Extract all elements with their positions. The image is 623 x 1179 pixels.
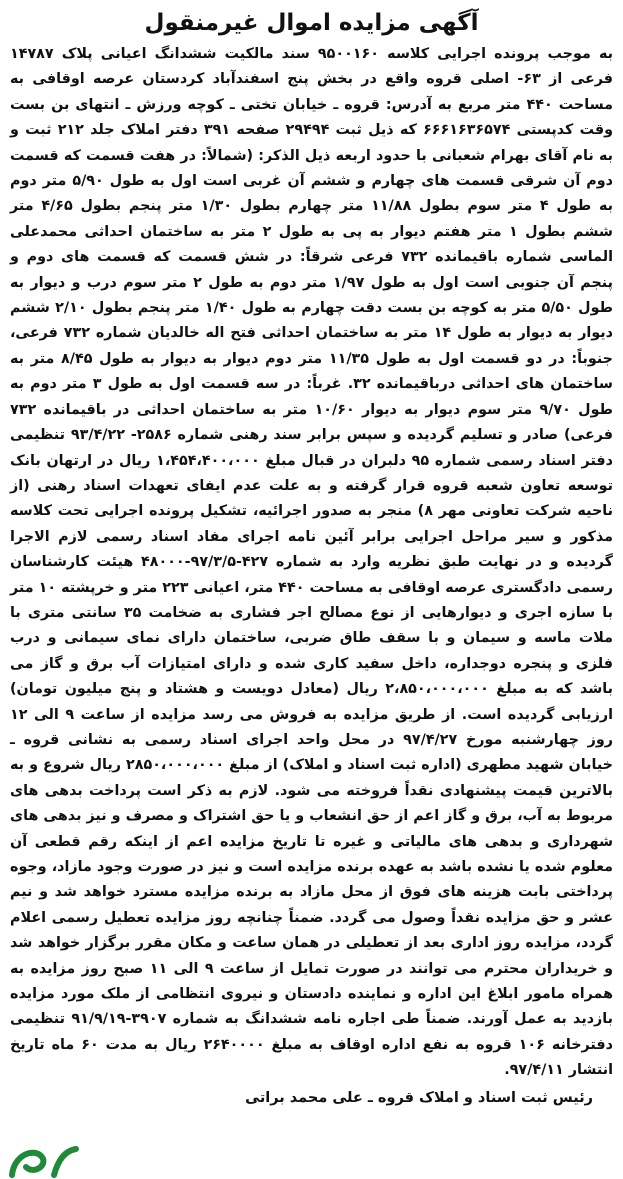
notice-title: آگهی مزایده اموال غیرمنقول (144, 10, 479, 36)
green-stamp-icon (4, 1135, 84, 1179)
notice-body: به موجب پرونده اجرایی کلاسه ۹۵۰۰۱۶۰ سند مالکیت ششدانگ اعیانی پلاک ۱۴۷۸۷ فرعی از ۶۳- اصلی قروه واقع در بخش پنج اسفندآباد کردستان عرصه اوقافی به مساحت ۴۴۰ متر مربع به آدرس: قروه ـ خیابان تختی ـ کوچه ورزش ـ انتهای بن بست وقت کدپستی ۶۶۶۱۶۳۶۵۷۴ که ذیل ثبت ۲۹۴۹۴ صفحه ۳۹۱ دفتر املاک جلد ۲۱۲ ثبت و به نام آقای بهرام شعبانی با حدود اربعه ذیل الذکر: (شمالاً: در هفت قسمت که قسمت دوم آن شرقی قسمت های چهارم و ششم آن غربی است اول به طول ۵/۹۰ متر دوم به طول ۴ متر سوم بطول ۱۱/۸۸ متر چهارم بطول ۱/۳۰ متر پنجم بطول ۴/۶۵ متر ششم بطول ۱ متر هفتم دیوار به پی به طول ۲ متر به ساختمان احداثی محمدعلی الماسی شماره باقیمانده ۷۳۲ فرعی شرقاً: در شش قسمت که قسمت های دوم و پنجم آن جنوبی است اول به طول ۱/۹۷ متر دوم به طول ۲ متر سوم درب و دیوار به طول ۵/۵۰ متر به کوچه بن بست دقت چهارم به طول ۱/۴۰ متر پنجم بطول ۲/۱۰ ششم دیوار به دیوار به طول ۱۴ متر به ساختمان احداثی فتح اله خالدیان شماره ۷۳۲ فرعی، جنوباً: در دو قسمت اول به طول ۱۱/۳۵ متر دوم دیوار به دیوار به طول ۸/۴۵ متر به ساختمان های احداثی درباقیمانده ۳۲. غرباً: در سه قسمت اول به طول ۳ متر دوم به طول ۹/۷۰ متر سوم دیوار به دیوار ۱۰/۶۰ متر به ساختمان احداثی در باقیمانده ۷۳۲ فرعی) صادر و تسلیم گردیده و سپس برابر سند رهنی شماره ۲۵۸۶- ۹۳/۴/۲۲ تنظیمی دفتر اسناد رسمی شماره ۹۵ دلبران در قبال مبلغ ۱،۴۵۴،۴۰۰،۰۰۰ ریال در ارتهان بانک توسعه تعاون شعبه قروه قرار گرفته و به علت عدم ایفای تعهدات اسناد رهنی (از ناحیه شرکت تعاونی مهر ۸) منجر به صدور اجرائیه، تشکیل پرونده اجرایی تحت کلاسه مذکور و سیر مراحل اجرایی برابر آئین نامه اجرای مفاد اسناد رسمی لازم الاجرا گردیده و در نهایت طبق نظریه وارد به شماره ۴۲۷-۹۷/۳/۵-۴۸۰۰۰ هیئت کارشناسان رسمی دادگستری عرصه اوقافی به مساحت ۴۴۰ متر، اعیانی ۲۲۳ متر و خرپشته ۱۰ متر با سازه اجری و دیوارهایی از نوع مصالح اجر فشاری به ضخامت ۳۵ سانتی متری با ملات ماسه و سیمان و با سقف طاق ضربی، ساختمان دارای نمای سیمانی و درب فلزی و پنجره دوجداره، داخل سفید کاری شده و دارای امتیازات آب برق و گاز می باشد که به مبلغ ۲،۸۵۰،۰۰۰،۰۰۰ ریال (معادل دویست و هشتاد و پنج میلیون تومان) ارزیابی گردیده است. از طریق مزایده به فروش می رسد مزایده از ساعت ۹ الی ۱۲ روز چهارشنبه مورخ ۹۷/۴/۲۷ در محل واحد اجرای اسناد رسمی به نشانی قروه ـ خیابان شهید مطهری (اداره ثبت اسناد و املاک) از مبلغ ۲۸۵۰،۰۰۰،۰۰۰ ریال شروع و به بالاترین قیمت پیشنهادی نقداً فروخته می شود. لازم به ذکر است پرداخت بدهی های مربوط به آب، برق و گاز اعم از حق انشعاب و یا حق اشتراک و مصرف و نیز بدهی های شهرداری و بدهی های مالیاتی و غیره تا تاریخ مزایده اعم از اینکه رقم قطعی آن معلوم شده یا نشده باشد به عهده برنده مزایده است و نیز در صورت وجود مازاد، وجوه پرداختی بابت هزینه های فوق از محل مازاد به برنده مزایده مسترد خواهد شد و نیم عشر و حق مزایده نقداً وصول می گردد. ضمناً چنانچه روز مزایده تعطیل رسمی اعلام گردد، مزایده روز اداری بعد از تعطیلی در همان ساعت و مکان مقرر برگزار خواهد شد و خریداران محترم می توانند در صورت تمایل از ساعت ۹ الی ۱۱ صبح روز مزایده به همراه مامور ابلاغ این اداره و نماینده دادستان و نیروی انتظامی از ملک مورد مزایده بازدید به عمل آورند. ضمناً طی اجاره نامه ششدانگ به شماره ۳۹۰۷-۹۱/۹/۱۹ تنظیمی دفترخانه ۱۰۶ قروه به نفع اداره اوقاف به مبلغ ۲۶۴۰۰۰۰ ریال به مدت ۶۰ ماه تاریخ انتشار ۹۷/۴/۱۱. (10, 46, 614, 1079)
notice-signature: رئیس ثبت اسناد و املاک قروه ـ علی محمد براتی (245, 1089, 593, 1106)
